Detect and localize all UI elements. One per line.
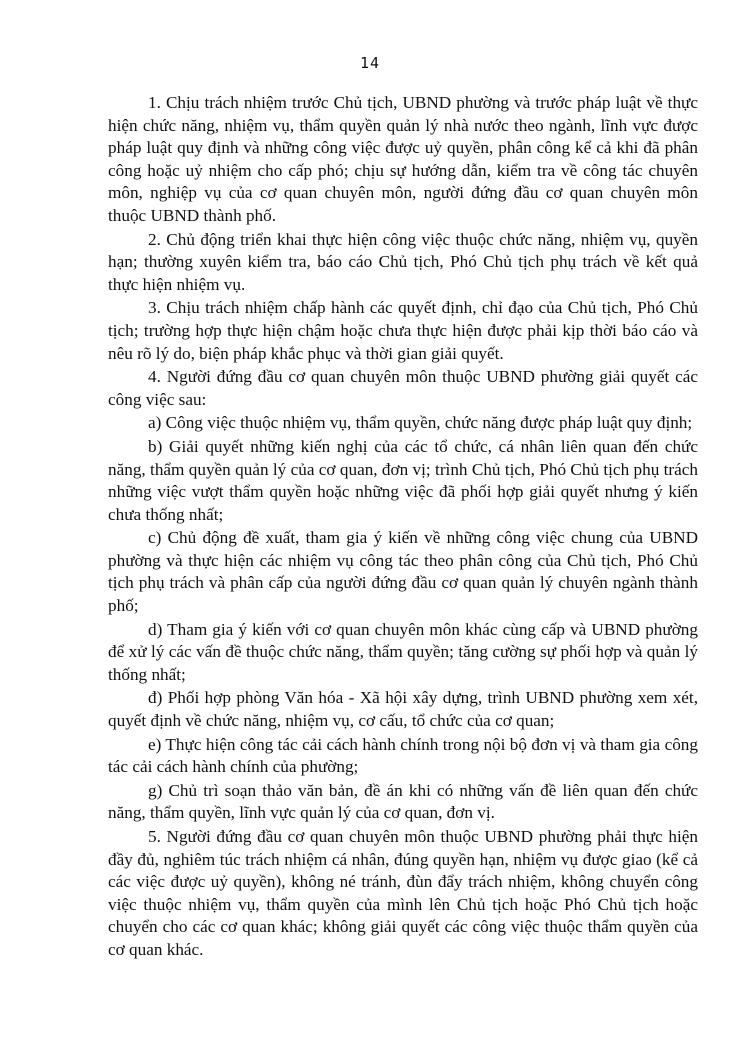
page-number: 14 [359,54,381,72]
paragraph-4d: d) Tham gia ý kiến với cơ quan chuyên môn khác cùng cấp và UBND phường để xử lý các vấn đề thuộc chức năng, thẩm quyền; tăng cường sự phối hợp và quản lý thống nhất; [108,619,698,684]
paragraph-2: 2. Chủ động triển khai thực hiện công việc thuộc chức năng, nhiệm vụ, quyền hạn; thường xuyên kiểm tra, báo cáo Chủ tịch, Phó Chủ tịch phụ trách về kết quả thực hiện nhiệm vụ. [108,229,698,294]
paragraph-4dd: đ) Phối hợp phòng Văn hóa - Xã hội xây dựng, trình UBND phường xem xét, quyết định về chức năng, nhiệm vụ, cơ cấu, tổ chức của cơ quan; [108,688,698,731]
paragraph-4: 4. Người đứng đầu cơ quan chuyên môn thuộc UBND phường giải quyết các công việc sau: [108,367,698,409]
document-body [108,92,698,963]
paragraph-4c: c) Chủ động đề xuất, tham gia ý kiến về những công việc chung của UBND phường và thực hiện các nhiệm vụ công tác theo phân công của Chủ tịch, Phó Chủ tịch phụ trách và phân cấp của người đứng đầu cơ quan quản lý chuyên ngành thành phố; [108,528,698,616]
paragraph-4a: a) Công việc thuộc nhiệm vụ, thẩm quyền, chức năng được pháp luật quy định; [148,413,693,433]
paragraph-4b: b) Giải quyết những kiến nghị của các tổ chức, cá nhân liên quan đến chức năng, thẩm quyền quản lý của cơ quan, đơn vị; trình Chủ tịch, Phó Chủ tịch phụ trách những việc vượt thẩm quyền hoặc những việc đã phối hợp giải quyết nhưng ý kiến chưa thống nhất; [108,436,698,524]
paragraph-1: 1. Chịu trách nhiệm trước Chủ tịch, UBND phường và trước pháp luật về thực hiện chức năng, nhiệm vụ, thẩm quyền quản lý nhà nước theo ngành, lĩnh vực được pháp luật quy định và những công việc được uỷ quyền, phân công kể cả khi đã phân công hoặc uỷ nhiệm cho cấp phó; chịu sự hướng dẫn, kiểm tra về công tác chuyên môn, nghiệp vụ của cơ quan chuyên môn, người đứng đầu cơ quan chuyên môn thuộc UBND thành phố. [108,93,698,225]
paragraph-5: 5. Người đứng đầu cơ quan chuyên môn thuộc UBND phường phải thực hiện đầy đủ, nghiêm túc trách nhiệm cá nhân, đúng quyền hạn, nhiệm vụ được giao (kể cả các việc được uỷ quyền), không né tránh, đùn đẩy trách nhiệm, không chuyển công việc thuộc nhiệm vụ, thẩm quyền của mình lên Chủ tịch hoặc Phó Chủ tịch hoặc chuyển cho các cơ quan khác; không giải quyết các công việc thuộc thẩm quyền của cơ quan khác. [108,827,698,959]
paragraph-4g: g) Chủ trì soạn thảo văn bản, đề án khi có những vấn đề liên quan đến chức năng, thẩm quyền, lĩnh vực quản lý của cơ quan, đơn vị. [108,780,698,823]
paragraph-3: 3. Chịu trách nhiệm chấp hành các quyết định, chỉ đạo của Chủ tịch, Phó Chủ tịch; trường hợp thực hiện chậm hoặc chưa thực hiện được phải kịp thời báo cáo và nêu rõ lý do, biện pháp khắc phục và thời gian giải quyết. [108,298,698,363]
paragraph-4e: e) Thực hiện công tác cải cách hành chính trong nội bộ đơn vị và tham gia công tác cải cách hành chính của phường; [108,734,698,777]
